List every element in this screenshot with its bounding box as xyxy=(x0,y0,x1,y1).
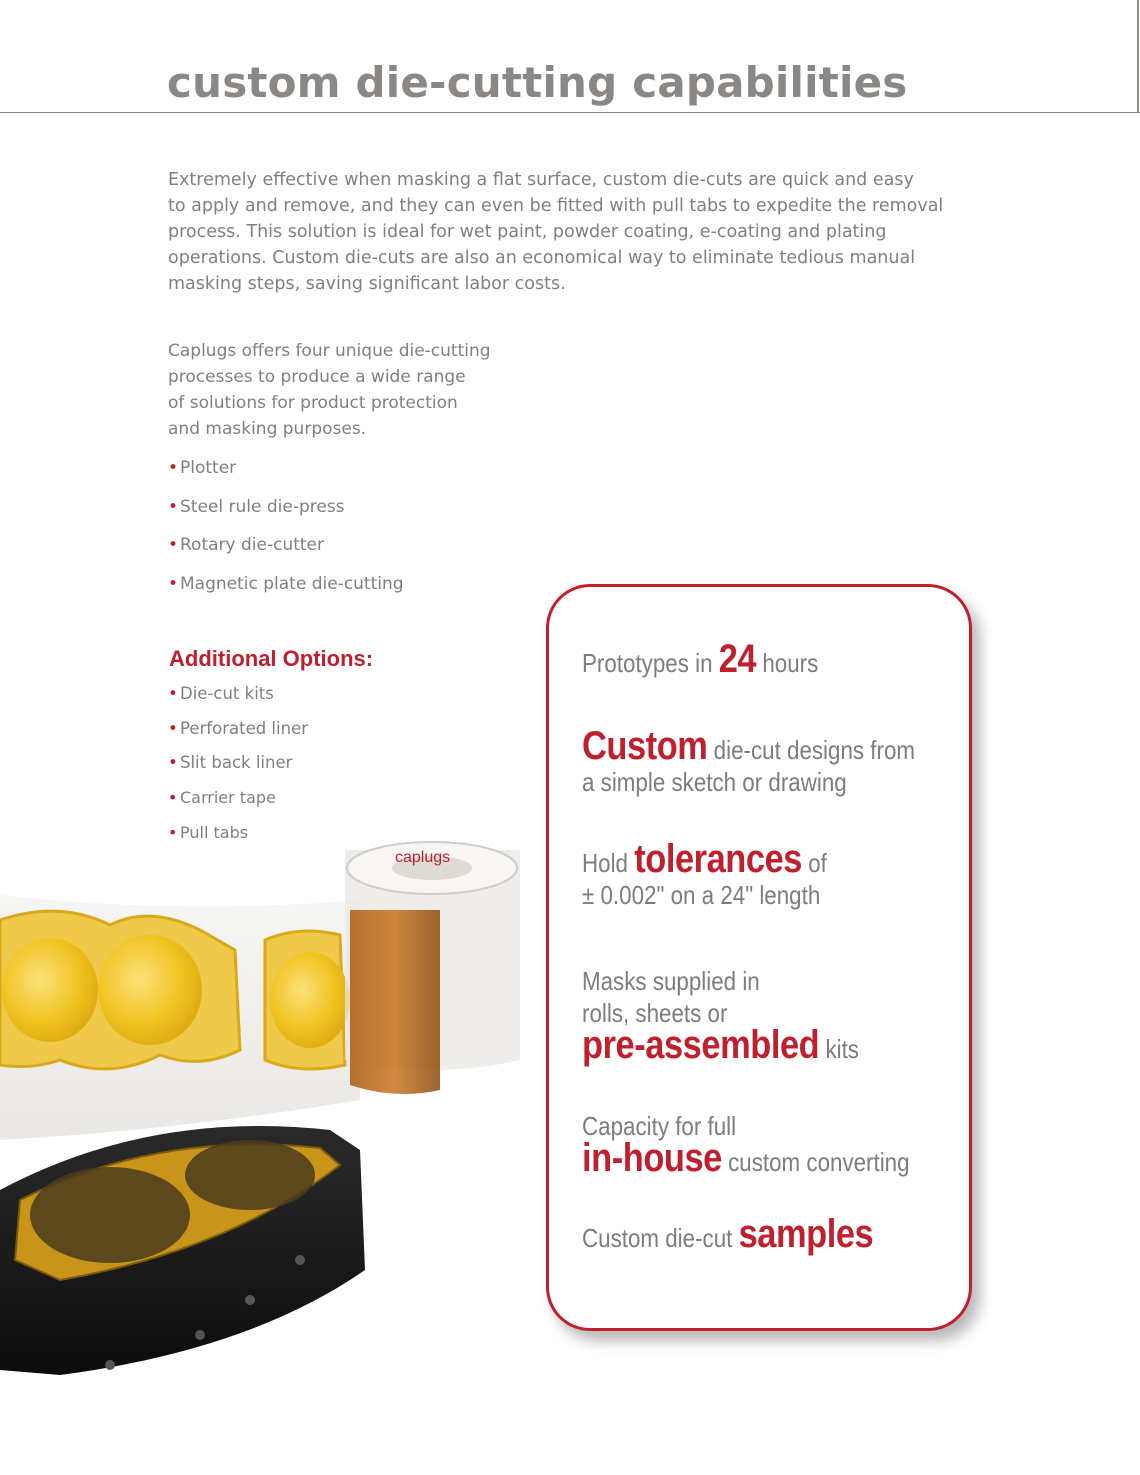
bullet-icon: • xyxy=(168,496,179,517)
feature-tolerances xyxy=(582,837,827,911)
feature-text: hours xyxy=(756,648,819,678)
title-rule xyxy=(0,112,1140,113)
bullet-icon: • xyxy=(168,718,178,738)
product-photo xyxy=(0,830,560,1390)
process-label: Magnetic plate die-cutting xyxy=(180,573,404,594)
option-label: Perforated liner xyxy=(180,718,308,738)
feature-text: Masks supplied in xyxy=(582,966,760,996)
feature-highlight: pre-assembled xyxy=(582,1023,820,1067)
feature-highlight: samples xyxy=(738,1212,874,1256)
feature-text: a simple sketch or drawing xyxy=(582,767,847,797)
bullet-icon: • xyxy=(168,458,179,478)
additional-options-heading: Additional Options: xyxy=(169,646,374,671)
feature-text: ± 0.002" on a 24" length xyxy=(582,880,821,910)
feature-text: of xyxy=(801,848,827,878)
option-label: Die-cut kits xyxy=(180,684,274,703)
feature-text: Custom die-cut xyxy=(582,1223,739,1253)
feature-text: custom converting xyxy=(721,1147,910,1177)
page-title: custom die-cutting capabilities xyxy=(167,58,908,107)
list-item xyxy=(168,786,308,821)
list-item xyxy=(168,532,404,571)
bullet-icon: • xyxy=(168,788,178,808)
bullet-icon: • xyxy=(168,753,178,773)
bullet-icon: • xyxy=(168,684,178,703)
list-item xyxy=(168,717,308,752)
bullet-icon: • xyxy=(168,535,179,555)
feature-text: die-cut designs from xyxy=(707,735,916,765)
processes-list xyxy=(168,455,404,609)
feature-masks-supplied xyxy=(582,965,859,1065)
feature-prototypes xyxy=(582,637,819,681)
title-rule-corner xyxy=(1137,0,1139,113)
feature-in-house xyxy=(582,1110,910,1178)
process-label: Rotary die-cutter xyxy=(180,535,324,555)
bullet-icon: • xyxy=(168,573,179,594)
feature-highlight: 24 xyxy=(718,637,757,681)
processes-intro-paragraph: Caplugs offers four unique die-cutting processes to produce a wide range of solutions for product protection and masking purposes. xyxy=(168,341,491,439)
list-item xyxy=(168,682,308,717)
intro-paragraph: Extremely effective when masking a flat surface, custom die-cuts are quick and easy to apply and remove, and they can even be fitted with pull tabs to expedite the removal process. This solution is ideal for wet paint, powder coating, e-coating and plating operations. Custom die-cuts are also an economical way to eliminate tedious manual masking steps, saving significant labor costs. xyxy=(168,170,944,294)
list-item xyxy=(168,494,404,533)
feature-text: kits xyxy=(819,1034,859,1064)
list-item xyxy=(168,455,404,494)
feature-text: Prototypes in xyxy=(582,648,719,678)
feature-highlight: tolerances xyxy=(634,837,802,881)
feature-highlight: Custom xyxy=(582,724,708,768)
option-label: Carrier tape xyxy=(180,788,276,808)
feature-highlight: in-house xyxy=(582,1136,722,1180)
option-label: Pull tabs xyxy=(180,822,249,842)
list-item xyxy=(168,751,308,786)
roll-brand-text: caplugs xyxy=(395,849,451,866)
option-label: Slit back liner xyxy=(180,753,293,773)
feature-text: rolls, sheets or xyxy=(582,998,728,1028)
feature-samples xyxy=(582,1212,874,1256)
process-label: Plotter xyxy=(180,458,237,478)
feature-text: Capacity for full xyxy=(582,1111,737,1141)
list-item xyxy=(168,571,404,610)
feature-custom-designs xyxy=(582,724,916,798)
feature-text: Hold xyxy=(582,848,635,878)
process-label: Steel rule die-press xyxy=(180,496,345,517)
bullet-icon: • xyxy=(168,822,178,842)
